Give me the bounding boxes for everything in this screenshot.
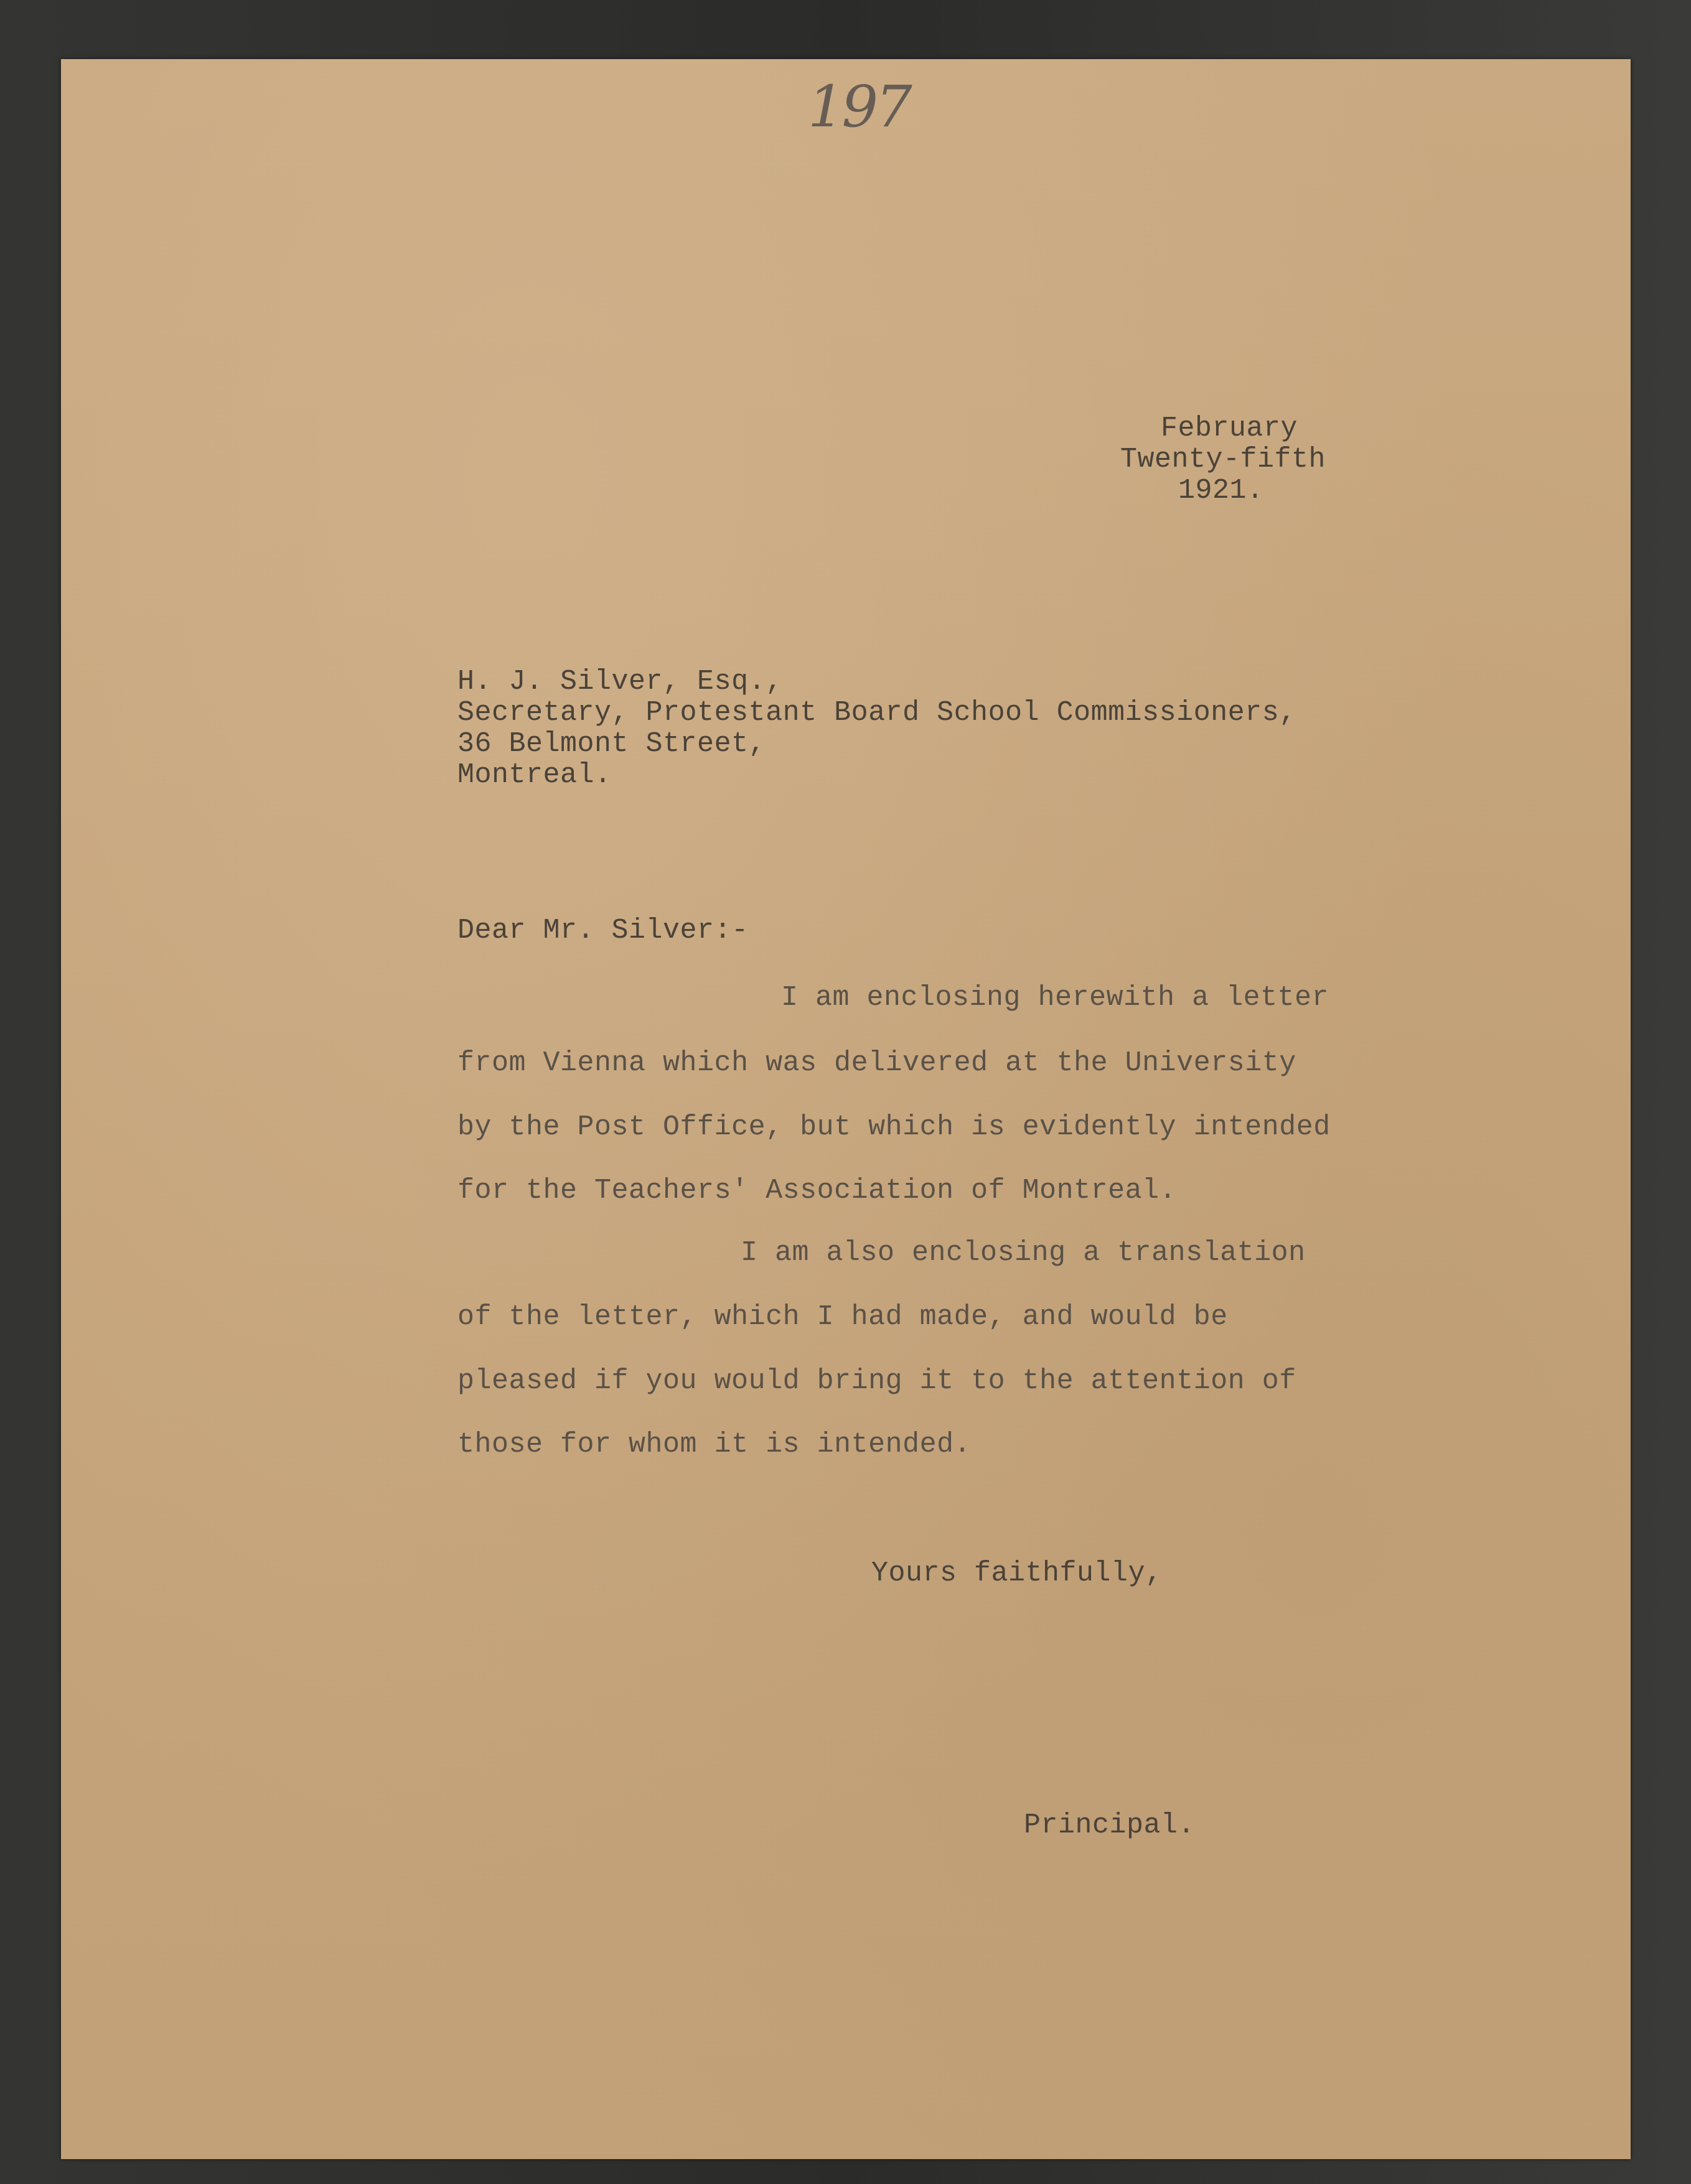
date-line-2: Twenty-fifth	[1120, 444, 1326, 475]
body-line: by the Post Office, but which is evidently intended	[457, 1111, 1331, 1143]
body-line: I am also enclosing a translation	[741, 1237, 1306, 1269]
recipient-city: Montreal.	[457, 759, 612, 791]
body-line: pleased if you would bring it to the attention of	[457, 1365, 1296, 1397]
letter-page	[61, 59, 1631, 2159]
handwritten-page-number: 197	[808, 73, 910, 140]
recipient-title: Secretary, Protestant Board School Commissioners,	[457, 697, 1296, 729]
recipient-name: H. J. Silver, Esq.,	[457, 666, 783, 698]
body-line: from Vienna which was delivered at the University	[457, 1047, 1296, 1079]
signature-title: Principal.	[1024, 1809, 1196, 1841]
body-line: those for whom it is intended.	[457, 1429, 972, 1460]
closing: Yours faithfully,	[871, 1557, 1163, 1589]
body-line: for the Teachers' Association of Montreal.	[457, 1175, 1177, 1206]
body-line: of the letter, which I had made, and would be	[457, 1301, 1228, 1333]
recipient-street: 36 Belmont Street,	[457, 728, 766, 760]
date-line-3: 1921.	[1178, 475, 1264, 506]
date-line-1: February	[1161, 413, 1298, 444]
body-line: I am enclosing herewith a letter	[781, 982, 1329, 1014]
salutation: Dear Mr. Silver:-	[457, 915, 749, 946]
